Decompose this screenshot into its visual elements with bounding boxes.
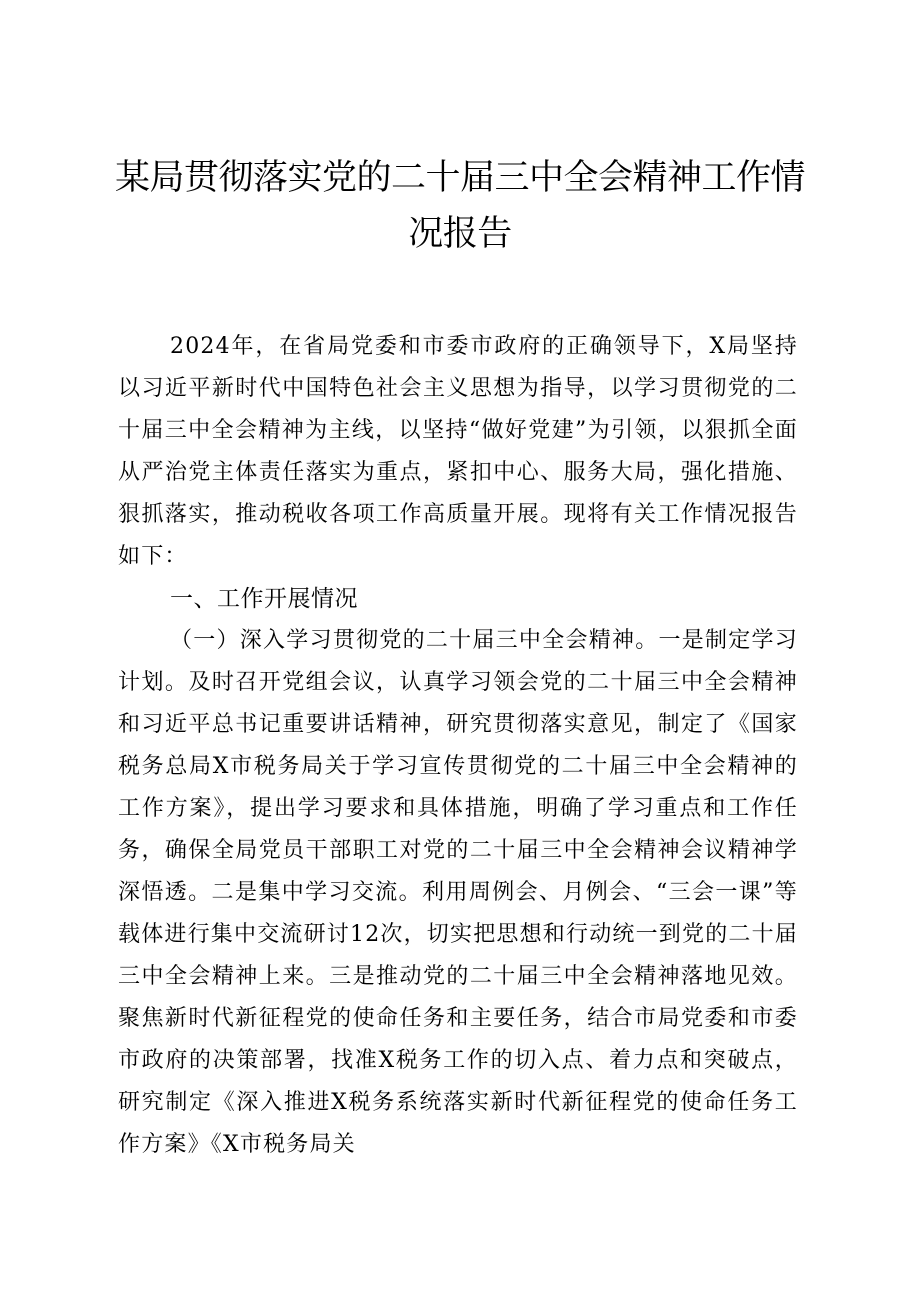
document-title [110,150,810,262]
section-heading: 一、工作开展情况 [170,586,358,612]
title-line-2: 况报告 [408,214,512,254]
intro-paragraph: 2024年，在省局党委和市委市政府的正确领导下，X局坚持以习近平新时代中国特色社会主义思想为指导，以学习贯彻党的二十届三中全会精神为主线，以坚持“做好党建”为引领，以狠抓全面从严治党主体责任落实为重点，紧扣中心、服务大局，强化措施、狠抓落实，推动税收各项工作高质量开展。现将有关工作情况报告如下： [118,334,798,569]
document-body [118,326,798,1166]
title-line-1: 某局贯彻落实党的二十届三中全会精神工作情 [114,158,805,198]
section-paragraph: （一）深入学习贯彻党的二十届三中全会精神。一是制定学习计划。及时召开党组会议，认真学习领会党的二十届三中全会精神和习近平总书记重要讲话精神，研究贯彻落实意见，制定了《国家税务总局X市税务局关于学习宣传贯彻党的二十届三中全会精神的工作方案》，提出学习要求和具体措施，明确了学习重点和工作任务，确保全局党员干部职工对党的二十届三中全会精神会议精神学深悟透。二是集中学习交流。利用周例会、月例会、“三会一课”等载体进行集中交流研讨12次，切实把思想和行动统一到党的二十届三中全会精神上来。三是推动党的二十届三中全会精神落地见效。聚焦新时代新征程党的使命任务和主要任务，结合市局党委和市委市政府的决策部署，找准X税务工作的切入点、着力点和突破点，研究制定《深入推进X税务系统落实新时代新征程党的使命任务工作方案》《X市税务局关 [118,628,798,1157]
